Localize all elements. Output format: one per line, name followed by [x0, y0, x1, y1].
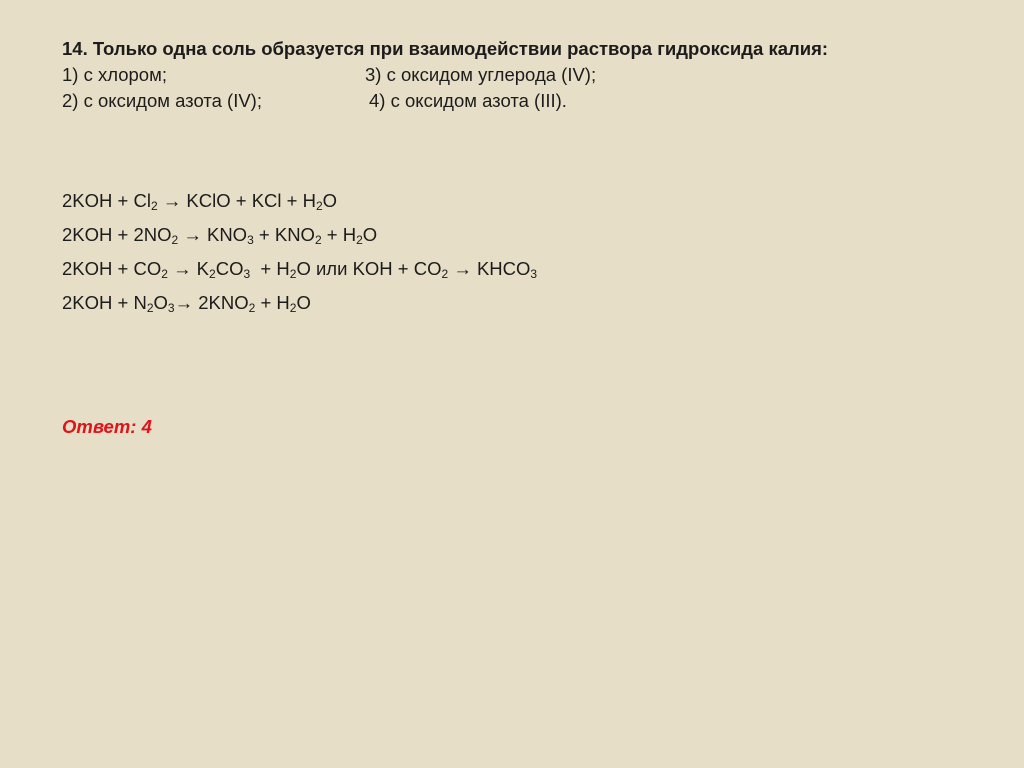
equation-text: O	[362, 224, 378, 245]
subscript: 2	[441, 267, 449, 281]
subscript: 2	[150, 199, 158, 213]
subscript: 2	[289, 267, 297, 281]
equation-text: O или KOH + CO	[296, 258, 442, 279]
equation-carbon-dioxide	[62, 252, 962, 286]
equation-text: + H	[321, 224, 357, 245]
equation-text: + H	[255, 292, 290, 313]
subscript: 2	[315, 199, 323, 213]
equation-text: 2KOH + N	[62, 292, 147, 313]
options-row-1	[62, 62, 962, 88]
equation-nitrogen-dioxide	[62, 218, 962, 252]
equation-text: + KNO	[253, 224, 315, 245]
option-3: 3) с оксидом углерода (IV);	[365, 64, 597, 85]
subscript: 3	[530, 267, 538, 281]
subscript: 2	[171, 233, 179, 247]
subscript: 2	[314, 233, 322, 247]
equation-text: + H	[250, 258, 290, 279]
option-1: 1) с хлором;	[62, 64, 167, 85]
options-row-2	[62, 88, 962, 114]
question-block	[62, 36, 962, 114]
equations-block	[62, 184, 962, 320]
option-2: 2) с оксидом азота (IV);	[62, 90, 262, 111]
equation-text: → K	[167, 258, 210, 279]
question-title: 14. Только одна соль образуется при взаимодействии раствора гидроксида калия:	[62, 38, 829, 59]
subscript: 2	[356, 233, 363, 247]
subscript: 2	[146, 301, 154, 315]
equation-text: CO	[215, 258, 244, 279]
equation-text: O	[153, 292, 168, 313]
subscript: 2	[161, 267, 168, 281]
equation-text: → KClO + KCl + H	[157, 190, 316, 211]
subscript: 2	[248, 301, 256, 315]
subscript: 3	[167, 301, 175, 315]
equation-text: → KNO	[178, 224, 248, 245]
equation-text: 2KOH + CO	[62, 258, 162, 279]
equation-text: 2KOH + Cl	[62, 190, 151, 211]
equation-text: 2KOH + 2NO	[62, 224, 172, 245]
equation-chlorine	[62, 184, 962, 218]
subscript: 2	[289, 301, 297, 315]
equation-text: O	[296, 292, 311, 313]
subscript: 3	[243, 267, 251, 281]
option-4: 4) с оксидом азота (III).	[369, 90, 567, 111]
subscript: 3	[247, 233, 254, 247]
equation-dinitrogen-trioxide	[62, 286, 962, 320]
equation-text: → KHCO	[448, 258, 531, 279]
equation-text: O	[322, 190, 338, 211]
equation-text: → 2KNO	[174, 292, 249, 313]
subscript: 2	[209, 267, 216, 281]
answer-text: Ответ: 4	[62, 416, 152, 437]
